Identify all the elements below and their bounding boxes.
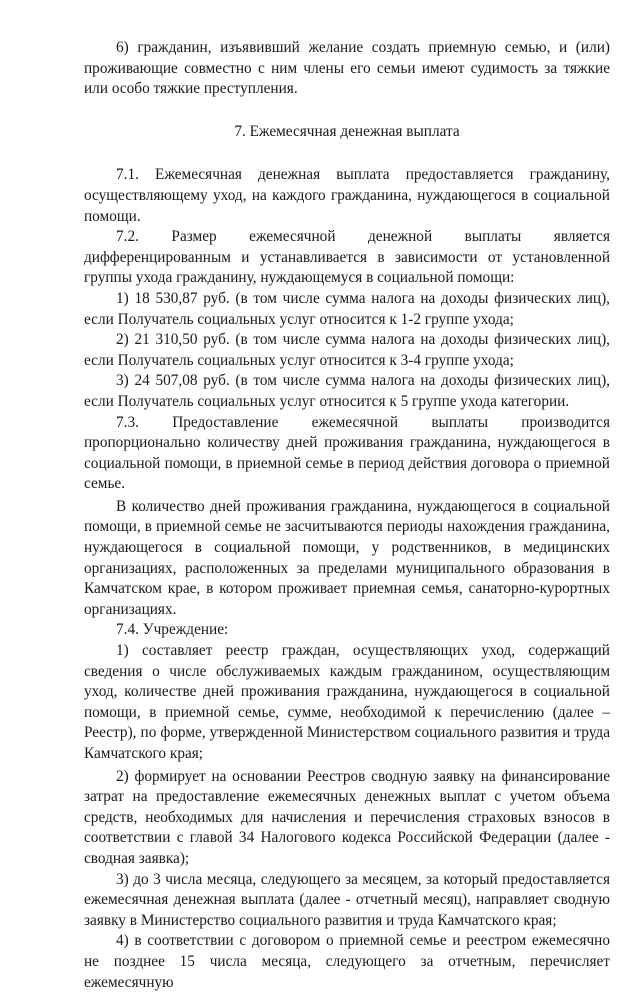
- paragraph-7-1: 7.1. Ежемесячная денежная выплата предоставляется гражданину, осуществляющему уход, на каждого гражданина, нуждающегося в социальной помощи.: [84, 166, 610, 225]
- payment-item-3: 3) 24 507,08 руб. (в том числе сумма налога на доходы физических лиц), если Получатель социальных услуг относится к 5 группе ухода категории.: [84, 372, 610, 410]
- paragraph-7-3: 7.3. Предоставление ежемесячной выплаты производится пропорционально количеству дней проживания гражданина, нуждающегося в социальной помощи, в приемной семье в период действия договора о приемной семье.: [84, 413, 610, 493]
- institution-item-3: 3) до 3 числа месяца, следующего за месяцем, за который предоставляется ежемесячная денежная выплата (далее - отчетный месяц), направляет сводную заявку в Министерство социального развития и труда Камчатского края;: [84, 870, 610, 929]
- paragraph-days-count: В количество дней проживания гражданина, нуждающегося в социальной помощи, в приемной семье не засчитываются периоды нахождения гражданина, нуждающегося в социальной помощи, у родственников, в медицинских организациях, расположенных за пределами муниципального образования в Камчатском крае, в котором проживает приемная семья, санаторно-курортных организациях.: [84, 497, 610, 618]
- paragraph-6-criminal-record: 6) гражданин, изъявивший желание создать приемную семью, и (или) проживающие совместно с ним члены его семьи имеют судимость за тяжкие или особо тяжкие преступления.: [84, 39, 610, 98]
- payment-item-1: 1) 18 530,87 руб. (в том числе сумма налога на доходы физических лиц), если Получатель социальных услуг относится к 1-2 группе ухода;: [84, 289, 610, 328]
- institution-item-2: 2) формирует на основании Реестров сводную заявку на финансирование затрат на предоставление ежемесячных денежных выплат с учетом объема средств, необходимых для начисления и перечисления страховых взносов в соответствии с главой 34 Налогового кодекса Российской Федерации (далее - сводная заявка);: [84, 767, 610, 867]
- institution-item-1: 1) составляет реестр граждан, осуществляющих уход, содержащий сведения о числе обслуживаемых каждым гражданином, осуществляющим уход, количестве дней проживания гражданина, нуждающегося в социальной помощи, в приемной семье, сумме, необходимой к перечислению (далее – Реестр), по форме, утвержденной Министерством социального развития и труда Камчатского края;: [84, 642, 610, 762]
- payment-item-2: 2) 21 310,50 руб. (в том числе сумма налога на доходы физических лиц), если Получатель социальных услуг относится к 3-4 группе ухода;: [84, 331, 610, 369]
- paragraph-7-2: 7.2. Размер ежемесячной денежной выплаты является дифференцированным и устанавливается в зависимости от установленной группы ухода гражданину, нуждающемуся в социальной помощи:: [84, 228, 610, 287]
- section-heading: 7. Ежемесячная денежная выплата: [234, 122, 460, 140]
- paragraph-7-4: 7.4. Учреждение:: [116, 621, 229, 639]
- institution-item-4: 4) в соответствии с договором о приемной семье и реестром ежемесячно не позднее 15 числа месяца, следующего за отчетным, перечисляет ежемесячную: [84, 932, 610, 991]
